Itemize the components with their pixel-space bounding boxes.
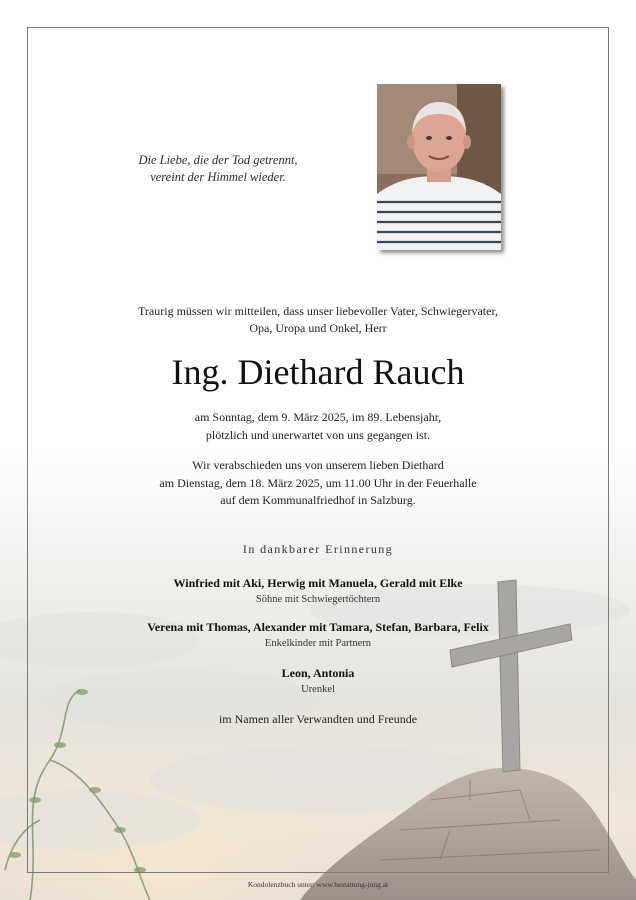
funeral-line-1: Wir verabschieden uns von unserem lieben Diethard [192,458,444,472]
quote-line-1: Die Liebe, die der Tod getrennt, [138,153,298,167]
memory-heading: In dankbarer Erinnerung [242,542,394,556]
mourner-group-sons [60,575,576,607]
intro-text [60,303,576,337]
death-notice [60,409,576,444]
intro-line-1: Traurig müssen wir mitteilen, dass unser liebevoller Vater, Schwiegervater, [138,304,498,318]
mourner-names: Winfried mit Aki, Herwig mit Manuela, Gerald mit Elke [173,576,463,590]
mourner-role: Enkelkinder mit Partnern [264,638,372,649]
quote-line-2: vereint der Himmel wieder. [150,170,286,184]
mourner-names: Verena mit Thomas, Alexander mit Tamara, Stefan, Barbara, Felix [147,620,489,634]
page-frame [27,27,609,873]
intro-line-2: Opa, Uropa und Onkel, Herr [249,321,387,335]
mourner-role: Söhne mit Schwiegertöchtern [255,594,381,605]
portrait-photo [377,84,501,250]
death-line-1: am Sonntag, dem 9. März 2025, im 89. Lebensjahr, [194,410,442,424]
funeral-line-2: am Dienstag, dem 18. März 2025, um 11.00 Uhr in der Feuerhalle [159,475,477,490]
funeral-line-3: auf dem Kommunalfriedhof in Salzburg. [220,493,416,507]
death-line-2: plötzlich und unerwartet von uns gegangen ist. [205,427,431,442]
mourner-names: Leon, Antonia [281,666,355,680]
mourner-role: Urenkel [301,684,335,695]
condolence-footer[interactable]: Kondolenzbuch unter: www.bestattung-jung.at [247,880,389,889]
funeral-details [60,457,576,510]
mourner-group-grandchildren [60,619,576,651]
deceased-name: Ing. Diethard Rauch [171,352,465,392]
mourner-group-great-grandchildren [60,665,576,697]
quote [120,152,316,186]
closing-line: im Namen aller Verwandten und Freunde [218,712,418,726]
